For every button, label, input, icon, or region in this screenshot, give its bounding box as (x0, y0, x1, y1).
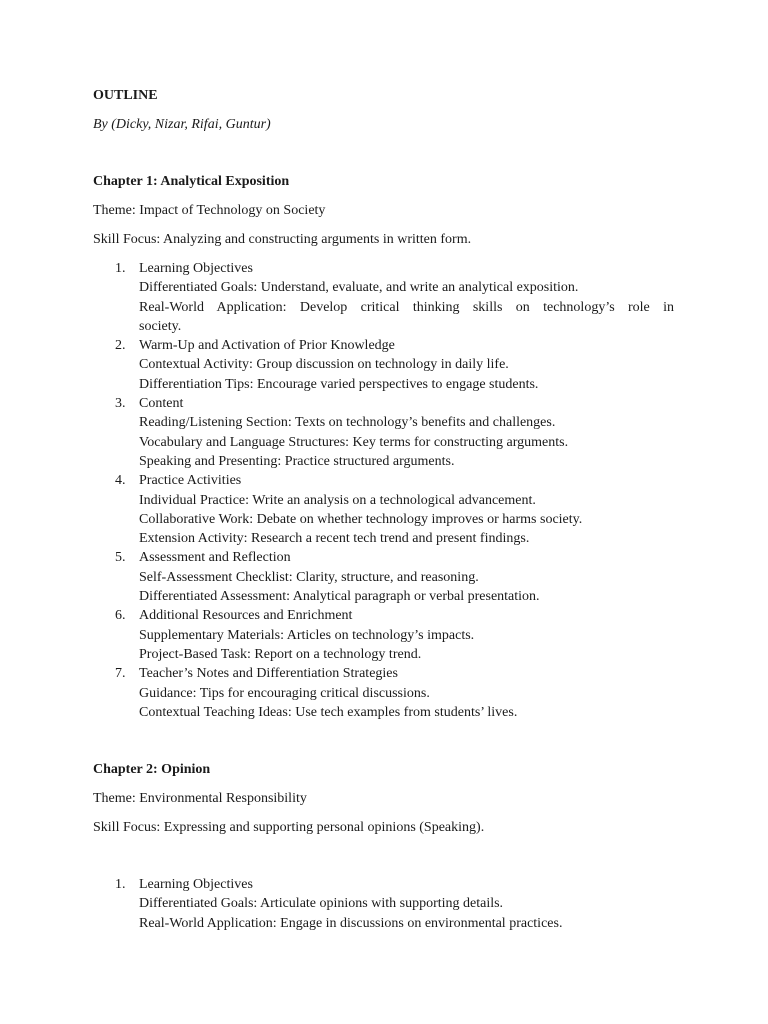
list-item (93, 336, 674, 394)
list-item-number: 2. (115, 338, 126, 354)
chapter-2-section (93, 760, 674, 933)
chapter-1-theme: Theme: Impact of Technology on Society (93, 203, 326, 218)
list-item-number: 7. (115, 666, 126, 682)
list-item-number: 6. (115, 608, 126, 624)
chapter-2-skill-focus: Skill Focus: Expressing and supporting personal opinions (Speaking). (93, 820, 485, 836)
list-item-line: Extension Activity: Research a recent tech trend and present findings. (139, 531, 530, 547)
list-item-line: Contextual Teaching Ideas: Use tech examples from students’ lives. (139, 704, 518, 720)
list-item-line: Individual Practice: Write an analysis on a technological advancement. (139, 492, 536, 508)
list-item-heading: Warm-Up and Activation of Prior Knowledge (139, 338, 395, 354)
list-item (93, 471, 674, 548)
list-item-line: Differentiated Assessment: Analytical paragraph or verbal presentation. (139, 589, 540, 605)
list-item-line: Differentiated Goals: Understand, evaluate, and write an analytical exposition. (139, 280, 579, 296)
list-item-line: Differentiation Tips: Encourage varied perspectives to engage students. (139, 376, 539, 392)
list-item-line: Reading/Listening Section: Texts on technology’s benefits and challenges. (139, 415, 556, 431)
list-item-heading: Content (139, 396, 184, 412)
list-item-line: Contextual Activity: Group discussion on technology in daily life. (139, 357, 509, 373)
list-item (93, 394, 674, 471)
list-item-heading: Learning Objectives (139, 261, 253, 276)
list-item-line: Speaking and Presenting: Practice structured arguments. (139, 453, 455, 469)
document-title: OUTLINE (93, 88, 158, 103)
list-item-line: society. (139, 318, 182, 334)
list-item-line: Supplementary Materials: Articles on technology’s impacts. (139, 627, 475, 643)
chapter-2-theme: Theme: Environmental Responsibility (93, 791, 307, 807)
list-item-line: Project-Based Task: Report on a technology trend. (139, 646, 422, 662)
list-item-number: 4. (115, 473, 126, 489)
list-item-line: Real-World Application: Engage in discussions on environmental practices. (139, 915, 563, 931)
list-item (93, 259, 674, 336)
list-item (93, 606, 674, 664)
list-item-heading: Learning Objectives (139, 877, 253, 893)
list-item-heading: Teacher’s Notes and Differentiation Strategies (139, 666, 398, 682)
list-item-line: Vocabulary and Language Structures: Key terms for constructing arguments. (139, 434, 569, 450)
list-item-line: Differentiated Goals: Articulate opinions with supporting details. (139, 896, 504, 912)
list-item-line: Self-Assessment Checklist: Clarity, structure, and reasoning. (139, 569, 479, 585)
list-item (93, 875, 674, 933)
chapter-1-section (93, 172, 674, 722)
chapter-1-title: Chapter 1: Analytical Exposition (93, 174, 290, 189)
list-item (93, 664, 674, 722)
list-item-heading: Practice Activities (139, 473, 242, 489)
list-item-number: 1. (115, 261, 126, 276)
list-item-line: Collaborative Work: Debate on whether technology improves or harms society. (139, 511, 583, 527)
chapter-1-outline-list (93, 259, 674, 722)
list-item-number: 5. (115, 550, 126, 566)
list-item-heading: Assessment and Reflection (139, 550, 291, 566)
list-item-heading: Additional Resources and Enrichment (139, 608, 353, 624)
list-item (93, 548, 674, 606)
list-item-line: Guidance: Tips for encouraging critical discussions. (139, 685, 430, 701)
list-item-number: 3. (115, 396, 126, 412)
chapter-1-skill-focus: Skill Focus: Analyzing and constructing arguments in written form. (93, 232, 472, 247)
chapter-2-title: Chapter 2: Opinion (93, 762, 211, 778)
document-authors: By (Dicky, Nizar, Rifai, Guntur) (93, 117, 271, 132)
chapter-2-outline-list (93, 875, 674, 933)
list-item-line: Real-World Application: Develop critical thinking skills on technology’s role in (139, 299, 674, 315)
list-item-number: 1. (115, 877, 126, 893)
